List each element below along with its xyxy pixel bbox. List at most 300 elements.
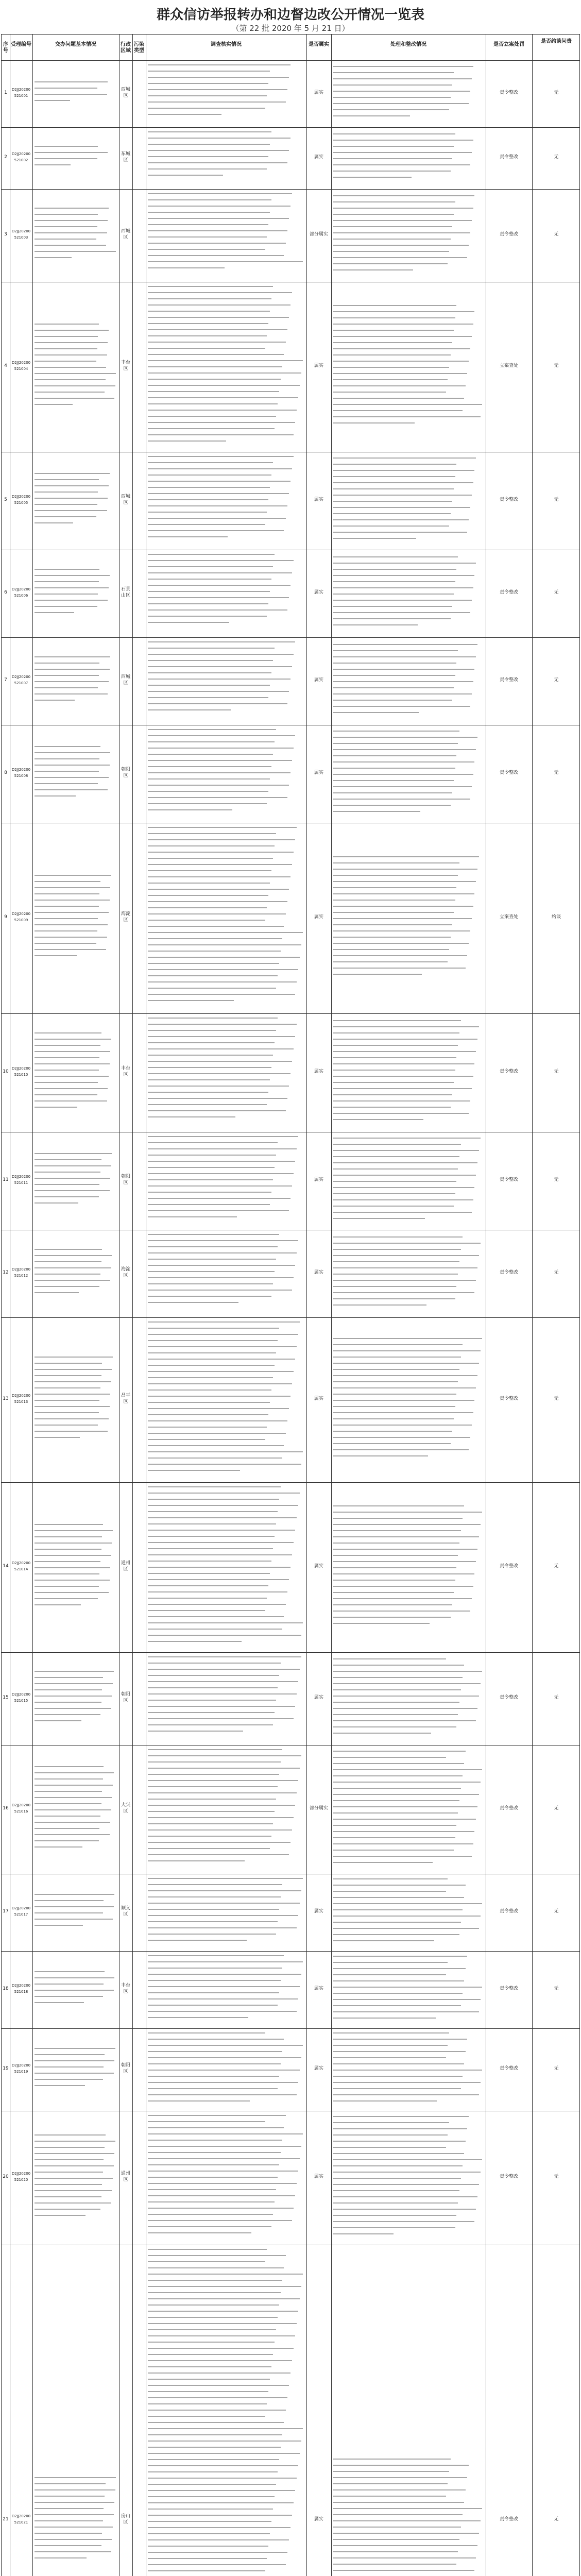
text-line-placeholder: [333, 1280, 476, 1281]
text-line-placeholder: [148, 1755, 301, 1756]
text-line-placeholder: [148, 760, 292, 761]
text-line-placeholder: [148, 1961, 303, 1962]
text-line-placeholder: [148, 2045, 303, 2046]
text-line-placeholder: [333, 1187, 474, 1188]
text-line-placeholder: [148, 1805, 295, 1806]
text-line-placeholder: [333, 2116, 469, 2117]
text-line-placeholder: [35, 1381, 111, 1382]
text-line-placeholder: [333, 2147, 446, 2148]
text-line-placeholder: [35, 1400, 99, 1401]
text-line-placeholder: [333, 1903, 482, 1904]
row-verified: 属实: [314, 2174, 323, 2179]
text-line-placeholder: [35, 2545, 101, 2546]
text-line-placeholder: [333, 1683, 481, 1684]
text-line-placeholder: [333, 700, 452, 701]
text-line-placeholder: [148, 666, 292, 667]
text-line-placeholder: [148, 89, 287, 90]
text-line-placeholder: [148, 2453, 300, 2454]
text-line-placeholder: [148, 1018, 278, 1019]
row-accountability: 无: [554, 1396, 559, 1401]
text-line-placeholder: [148, 907, 267, 908]
text-line-placeholder: [148, 1042, 275, 1043]
text-line-placeholder: [148, 791, 268, 792]
text-line-placeholder: [35, 1178, 110, 1179]
text-line-placeholder: [35, 1153, 112, 1154]
text-line-placeholder: [333, 1617, 451, 1618]
text-line-placeholder: [148, 560, 294, 561]
text-line-placeholder: [148, 2152, 281, 2153]
text-line-placeholder: [333, 1206, 454, 1207]
text-line-placeholder: [333, 2018, 436, 2019]
text-line-placeholder: [333, 538, 416, 539]
text-line-placeholder: [35, 1906, 114, 1907]
column-header-id: 受理编号: [11, 42, 31, 47]
text-line-placeholder: [148, 975, 278, 976]
text-line-placeholder: [333, 152, 472, 153]
text-line-placeholder: [333, 924, 452, 925]
text-line-placeholder: [148, 1439, 265, 1440]
column-header-region: 行政区域: [121, 42, 131, 54]
text-line-placeholder: [35, 1990, 114, 1991]
text-line-placeholder: [148, 2366, 271, 2367]
text-line-placeholder: [333, 768, 455, 769]
text-line-placeholder: [35, 771, 99, 772]
text-line-placeholder: [148, 963, 279, 964]
text-line-placeholder: [148, 1940, 247, 1941]
row-penalty: 责令整改: [499, 677, 518, 683]
text-line-placeholder: [333, 1063, 474, 1064]
text-line-placeholder: [148, 2527, 290, 2528]
text-line-placeholder: [148, 131, 271, 132]
row-investigation-details: [148, 1955, 304, 2024]
table-row: [2, 60, 580, 127]
text-line-placeholder: [35, 1530, 113, 1531]
text-line-placeholder: [35, 1846, 82, 1848]
text-line-placeholder: [148, 1731, 243, 1732]
text-line-placeholder: [333, 1286, 456, 1287]
row-verified: 属实: [314, 363, 323, 368]
text-line-placeholder: [148, 2397, 287, 2398]
text-line-placeholder: [148, 2428, 303, 2429]
text-line-placeholder: [333, 961, 448, 962]
text-line-placeholder: [333, 177, 412, 178]
text-line-placeholder: [148, 1334, 298, 1335]
text-line-placeholder: [148, 2311, 298, 2312]
text-line-placeholder: [333, 1974, 446, 1975]
text-line-placeholder: [35, 795, 76, 796]
document-title: 群众信访举报转办和边督边改公开情况一览表: [156, 7, 424, 23]
text-line-placeholder: [333, 1543, 459, 1544]
text-line-placeholder: [35, 1051, 110, 1052]
text-line-placeholder: [333, 669, 474, 670]
text-line-placeholder: [148, 1433, 286, 1434]
text-line-placeholder: [333, 1363, 479, 1364]
text-line-placeholder: [333, 2011, 479, 2012]
document-subtitle: （第 22 批 2020 年 5 月 21 日）: [231, 24, 350, 33]
text-line-placeholder: [148, 1192, 271, 1193]
text-line-placeholder: [148, 1505, 298, 1506]
text-line-placeholder: [35, 2502, 114, 2503]
text-line-placeholder: [148, 175, 223, 176]
text-line-placeholder: [333, 2082, 481, 2083]
row-handling-details: [333, 133, 484, 183]
text-line-placeholder: [148, 691, 289, 692]
row-penalty: 责令整改: [499, 2066, 518, 2071]
row-handling-details: [333, 457, 484, 544]
text-line-placeholder: [333, 158, 452, 159]
text-line-placeholder: [333, 305, 456, 306]
text-line-placeholder: [333, 706, 470, 707]
text-line-placeholder: [35, 251, 116, 252]
row-handling-details: [333, 1020, 484, 1125]
row-complaint-id: D2JJ20200521021: [11, 2514, 31, 2524]
text-line-placeholder: [148, 1104, 267, 1105]
text-line-placeholder: [148, 981, 297, 982]
text-line-placeholder: [148, 1204, 270, 1205]
text-line-placeholder: [333, 1843, 473, 1844]
text-line-placeholder: [148, 2564, 286, 2565]
text-line-placeholder: [148, 591, 270, 592]
text-line-placeholder: [333, 937, 451, 938]
text-line-placeholder: [333, 1812, 458, 1814]
text-line-placeholder: [333, 164, 470, 165]
text-line-placeholder: [148, 1884, 282, 1885]
row-verified: 属实: [314, 1069, 323, 1074]
text-line-placeholder: [333, 1788, 461, 1789]
text-line-placeholder: [333, 115, 410, 116]
text-line-placeholder: [333, 930, 470, 931]
text-line-placeholder: [148, 1718, 294, 1719]
row-handling-details: [333, 1658, 484, 1739]
text-line-placeholder: [148, 1161, 295, 1162]
row-region: 西城区: [121, 87, 130, 98]
text-line-placeholder: [148, 852, 294, 853]
text-line-placeholder: [35, 1039, 111, 1040]
row-penalty: 责令整改: [499, 1177, 518, 1182]
text-line-placeholder: [148, 1234, 279, 1235]
text-line-placeholder: [333, 2153, 464, 2154]
row-penalty: 责令整改: [499, 232, 518, 237]
text-line-placeholder: [148, 876, 290, 877]
text-line-placeholder: [148, 2434, 282, 2435]
text-line-placeholder: [333, 712, 419, 713]
text-line-placeholder: [35, 214, 98, 215]
text-line-placeholder: [35, 1677, 103, 1678]
row-complaint-id: D2JJ20200521018: [11, 1984, 31, 1994]
text-line-placeholder: [148, 1573, 270, 1574]
text-line-placeholder: [35, 2533, 102, 2534]
text-line-placeholder: [35, 2508, 104, 2509]
text-line-placeholder: [333, 1344, 463, 1345]
text-line-placeholder: [333, 1249, 461, 1250]
row-issue-description: [35, 1971, 117, 2008]
text-line-placeholder: [333, 1928, 479, 1929]
text-line-placeholder: [148, 1110, 286, 1111]
text-line-placeholder: [148, 766, 271, 767]
row-complaint-id: D2JJ20200521004: [11, 361, 31, 371]
text-line-placeholder: [148, 1240, 298, 1241]
text-line-placeholder: [333, 792, 452, 793]
text-line-placeholder: [148, 988, 276, 989]
text-line-placeholder: [333, 2564, 456, 2565]
text-line-placeholder: [35, 1580, 110, 1581]
text-line-placeholder: [35, 587, 109, 588]
text-line-placeholder: [35, 1032, 101, 1033]
text-line-placeholder: [333, 1387, 476, 1388]
text-line-placeholder: [148, 797, 287, 798]
text-line-placeholder: [35, 504, 97, 505]
text-line-placeholder: [148, 2208, 294, 2209]
text-line-placeholder: [333, 133, 455, 134]
text-line-placeholder: [35, 1834, 110, 1835]
text-line-placeholder: [35, 385, 115, 386]
row-handling-details: [333, 1878, 484, 1946]
text-line-placeholder: [333, 404, 482, 405]
text-line-placeholder: [148, 1792, 297, 1793]
text-line-placeholder: [148, 255, 284, 256]
text-line-placeholder: [35, 612, 74, 613]
text-line-placeholder: [148, 1396, 290, 1397]
text-line-placeholder: [333, 1611, 470, 1612]
text-line-placeholder: [333, 1677, 463, 1678]
text-line-placeholder: [148, 1836, 271, 1837]
text-line-placeholder: [333, 2128, 467, 2129]
text-line-placeholder: [333, 501, 452, 502]
row-investigation-details: [148, 1234, 304, 1313]
text-line-placeholder: [148, 1712, 275, 1713]
row-verified: 属实: [314, 2066, 323, 2071]
text-line-placeholder: [148, 150, 289, 151]
text-line-placeholder: [333, 2032, 449, 2033]
text-line-placeholder: [35, 1082, 98, 1083]
text-line-placeholder: [35, 88, 97, 89]
text-line-placeholder: [148, 1445, 284, 1446]
text-line-placeholder: [148, 1167, 275, 1168]
text-line-placeholder: [148, 2039, 284, 2040]
text-line-placeholder: [333, 91, 470, 92]
text-line-placeholder: [35, 2073, 114, 2074]
text-line-placeholder: [35, 2184, 102, 2185]
text-line-placeholder: [333, 1726, 456, 1727]
text-line-placeholder: [148, 2570, 265, 2571]
row-penalty: 责令整改: [499, 770, 518, 775]
text-line-placeholder: [148, 1427, 267, 1428]
row-region: 西城区: [121, 494, 130, 505]
text-line-placeholder: [35, 492, 98, 493]
text-line-placeholder: [148, 1749, 282, 1750]
text-line-placeholder: [148, 883, 270, 884]
table-row: [2, 1482, 580, 1652]
text-line-placeholder: [333, 1032, 459, 1033]
text-line-placeholder: [148, 1724, 273, 1725]
text-line-placeholder: [148, 1687, 278, 1688]
text-line-placeholder: [35, 239, 96, 240]
row-region: 丰台区: [121, 360, 130, 371]
text-line-placeholder: [333, 251, 449, 252]
text-line-placeholder: [148, 2094, 297, 2095]
text-line-placeholder: [35, 656, 110, 657]
text-line-placeholder: [35, 1088, 108, 1089]
text-line-placeholder: [35, 1063, 110, 1064]
text-line-placeholder: [35, 887, 110, 888]
row-issue-description: [35, 2048, 117, 2091]
text-line-placeholder: [333, 900, 455, 901]
row-issue-description: [35, 1032, 117, 1113]
text-line-placeholder: [148, 2115, 286, 2116]
text-line-placeholder: [148, 2416, 265, 2417]
text-line-placeholder: [35, 1925, 83, 1926]
text-line-placeholder: [35, 881, 100, 882]
text-line-placeholder: [35, 152, 108, 153]
row-complaint-id: D2JJ20200521015: [11, 1692, 31, 1703]
text-line-placeholder: [148, 2558, 267, 2559]
text-line-placeholder: [148, 360, 303, 361]
text-line-placeholder: [333, 2508, 482, 2509]
row-investigation-details: [148, 193, 304, 278]
text-line-placeholder: [148, 1290, 292, 1291]
text-line-placeholder: [148, 2360, 292, 2361]
text-line-placeholder: [148, 1786, 278, 1787]
row-number: 5: [4, 497, 7, 502]
text-line-placeholder: [333, 488, 454, 489]
text-line-placeholder: [148, 218, 289, 219]
text-line-placeholder: [35, 1714, 100, 1715]
row-complaint-id: D2JJ20200521014: [11, 1561, 31, 1571]
text-line-placeholder: [148, 1656, 301, 1657]
text-line-placeholder: [148, 354, 284, 355]
text-line-placeholder: [333, 955, 467, 956]
text-line-placeholder: [148, 994, 295, 995]
row-issue-description: [35, 208, 117, 263]
text-line-placeholder: [333, 1274, 458, 1275]
text-line-placeholder: [333, 97, 451, 98]
row-accountability: 无: [554, 1806, 559, 1811]
text-line-placeholder: [148, 1980, 281, 1981]
text-line-placeholder: [148, 1823, 273, 1824]
text-line-placeholder: [333, 1993, 463, 1994]
text-line-placeholder: [333, 1051, 476, 1052]
row-number: 8: [4, 770, 7, 775]
text-line-placeholder: [148, 2372, 290, 2374]
text-line-placeholder: [333, 2471, 449, 2472]
text-line-placeholder: [333, 1598, 472, 1599]
text-line-placeholder: [333, 780, 454, 781]
row-accountability: 无: [554, 2066, 559, 2071]
text-line-placeholder: [333, 2122, 449, 2123]
row-verified: 属实: [314, 590, 323, 595]
row-investigation-details: [148, 2032, 304, 2107]
text-line-placeholder: [35, 1159, 101, 1160]
text-line-placeholder: [148, 342, 286, 343]
text-line-placeholder: [148, 1302, 238, 1303]
text-line-placeholder: [148, 1992, 279, 1993]
text-line-placeholder: [333, 2502, 464, 2503]
text-line-placeholder: [148, 1383, 292, 1384]
text-line-placeholder: [148, 2304, 279, 2306]
text-line-placeholder: [148, 83, 268, 84]
text-line-placeholder: [148, 579, 271, 580]
text-line-placeholder: [333, 2202, 458, 2204]
row-number: 19: [3, 2066, 9, 2071]
text-line-placeholder: [35, 226, 97, 227]
text-line-placeholder: [148, 938, 282, 939]
text-line-placeholder: [35, 1840, 99, 1841]
text-line-placeholder: [148, 1768, 300, 1769]
text-line-placeholder: [333, 367, 449, 368]
text-line-placeholder: [148, 1998, 298, 1999]
text-line-placeholder: [35, 1057, 99, 1058]
text-line-placeholder: [333, 675, 455, 676]
text-line-placeholder: [333, 1375, 477, 1376]
text-line-placeholder: [333, 1689, 461, 1690]
row-investigation-details: [148, 554, 304, 633]
text-line-placeholder: [333, 1665, 464, 1666]
text-line-placeholder: [148, 77, 289, 78]
text-line-placeholder: [148, 249, 265, 250]
text-line-placeholder: [148, 1817, 294, 1818]
text-line-placeholder: [148, 379, 281, 380]
text-line-placeholder: [148, 1283, 273, 1284]
text-line-placeholder: [148, 1499, 279, 1500]
text-line-placeholder: [333, 1763, 464, 1764]
row-number: 21: [3, 2517, 9, 2522]
text-line-placeholder: [333, 317, 455, 318]
text-line-placeholder: [35, 245, 106, 246]
text-line-placeholder: [148, 1271, 275, 1272]
text-line-placeholder: [148, 518, 286, 519]
text-line-placeholder: [333, 1443, 451, 1444]
text-line-placeholder: [35, 594, 98, 595]
row-issue-description: [35, 2134, 117, 2221]
text-line-placeholder: [148, 1629, 282, 1630]
text-line-placeholder: [148, 1092, 268, 1093]
text-line-placeholder: [333, 1909, 463, 1910]
text-line-placeholder: [148, 969, 298, 970]
text-line-placeholder: [333, 1831, 474, 1832]
text-line-placeholder: [148, 1352, 276, 1353]
text-line-placeholder: [35, 1280, 110, 1281]
text-line-placeholder: [35, 943, 96, 944]
column-header-penalty: 是否立案处罚: [493, 42, 524, 47]
text-line-placeholder: [333, 663, 456, 664]
text-line-placeholder: [148, 944, 301, 945]
text-line-placeholder: [148, 304, 290, 306]
text-line-placeholder: [333, 1782, 481, 1783]
text-line-placeholder: [148, 2317, 278, 2318]
table-row: [2, 1874, 580, 1951]
text-line-placeholder: [35, 1543, 112, 1544]
text-line-placeholder: [148, 1986, 300, 1987]
text-line-placeholder: [148, 1464, 301, 1465]
text-line-placeholder: [333, 2159, 482, 2160]
text-line-placeholder: [148, 1142, 278, 1143]
text-line-placeholder: [148, 156, 268, 157]
text-line-placeholder: [148, 2292, 281, 2293]
text-line-placeholder: [148, 833, 276, 834]
text-line-placeholder: [148, 1252, 297, 1253]
text-line-placeholder: [35, 361, 96, 362]
text-line-placeholder: [148, 512, 267, 513]
text-line-placeholder: [333, 1350, 481, 1351]
row-complaint-id: D2JJ20200521003: [11, 229, 31, 240]
text-line-placeholder: [35, 1573, 99, 1574]
text-line-placeholder: [35, 681, 109, 682]
text-line-placeholder: [35, 1255, 112, 1256]
table-row: [2, 189, 580, 282]
text-line-placeholder: [333, 410, 463, 411]
text-line-placeholder: [35, 2539, 112, 2540]
text-line-placeholder: [333, 354, 451, 355]
